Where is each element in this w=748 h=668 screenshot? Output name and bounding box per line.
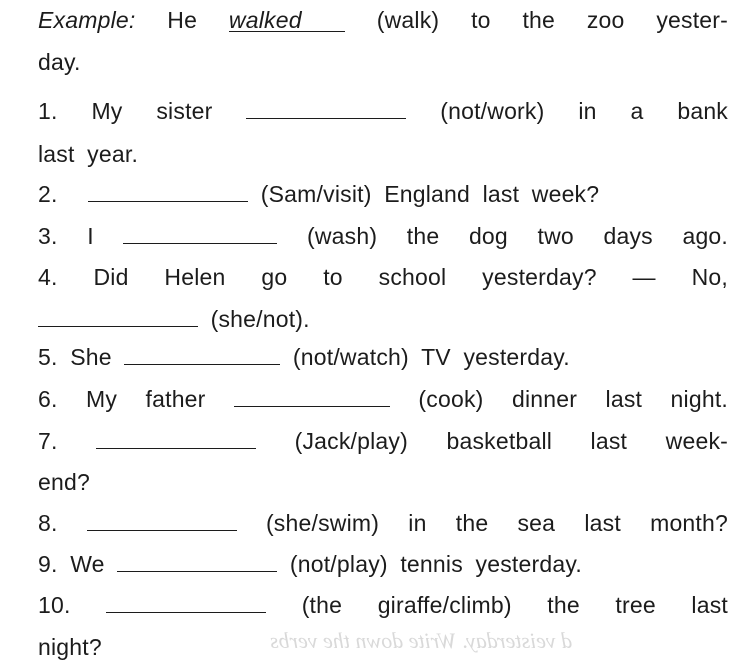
item-number: 10.	[38, 592, 71, 618]
item-10-continuation: night?	[38, 634, 102, 660]
item-text-before: My sister	[91, 98, 213, 124]
item-number: 2.	[38, 181, 58, 207]
item-number: 3.	[38, 223, 58, 249]
answer-blank[interactable]	[88, 181, 248, 202]
item-text-before: We	[70, 551, 105, 577]
item-text-before: My father	[86, 386, 206, 412]
item-verb-prompt: (she/swim)	[265, 510, 380, 536]
item-text-after: basketball last week-	[446, 428, 728, 454]
answer-blank[interactable]	[234, 386, 390, 407]
item-verb-prompt: (not/play)	[289, 551, 388, 577]
item-verb-prompt: (wash)	[306, 223, 378, 249]
item-number: 8.	[38, 510, 58, 536]
exercise-item-4	[38, 262, 728, 292]
answer-blank[interactable]	[38, 306, 198, 327]
exercise-item-9	[38, 549, 728, 579]
item-text-after: dinner last night.	[511, 386, 729, 412]
item-number: 5.	[38, 344, 58, 370]
exercise-item-10	[38, 590, 728, 620]
example-label: Example:	[38, 7, 136, 33]
item-verb-prompt: (the giraffe/climb)	[301, 592, 512, 618]
item-text-before: She	[70, 344, 112, 370]
item-number: 1.	[38, 98, 58, 124]
item-number: 6.	[38, 386, 58, 412]
answer-blank[interactable]	[117, 551, 277, 572]
item-1-continuation: last year.	[38, 141, 139, 167]
example-verb: (walk)	[376, 7, 440, 33]
example-line	[38, 5, 728, 35]
answer-blank[interactable]	[87, 510, 237, 531]
item-number: 4.	[38, 264, 58, 290]
item-text-after: in a bank	[578, 98, 729, 124]
exercise-item-6	[38, 384, 728, 414]
bleed-through-text: d veisterday. Write down the verbs	[270, 628, 573, 653]
answer-blank[interactable]	[96, 428, 256, 449]
exercise-item-2	[38, 179, 728, 209]
answer-blank[interactable]	[246, 98, 406, 119]
item-number: 9.	[38, 551, 58, 577]
item-text-after: England last week?	[384, 181, 600, 207]
item-4-continuation	[38, 304, 728, 334]
item-text-after: TV yesterday.	[421, 344, 570, 370]
item-verb-prompt: (not/work)	[440, 98, 545, 124]
example-continuation: day.	[38, 49, 81, 75]
item-text-after: in the sea last month?	[408, 510, 729, 536]
item-text-before: Did Helen go to school yesterday? — No,	[93, 264, 728, 290]
exercise-item-8	[38, 508, 728, 538]
exercise-item-1	[38, 96, 728, 126]
example-answer: walked	[229, 9, 345, 32]
example-rest: to the zoo yester-	[471, 7, 729, 33]
item-verb-prompt: (cook)	[418, 386, 484, 412]
exercise-item-5	[38, 342, 728, 372]
example-subject: He	[167, 7, 198, 33]
item-number: 7.	[38, 428, 58, 454]
item-text-before: I	[87, 223, 94, 249]
item-verb-prompt: (she/not).	[210, 306, 310, 332]
answer-blank[interactable]	[124, 344, 280, 365]
item-verb-prompt: (Sam/visit)	[260, 181, 372, 207]
exercise-item-3	[38, 221, 728, 251]
exercise-item-7	[38, 426, 728, 456]
item-text-after: the dog two days ago.	[406, 223, 729, 249]
answer-blank[interactable]	[106, 592, 266, 613]
item-text-after: the tree last	[547, 592, 729, 618]
answer-blank[interactable]	[123, 223, 277, 244]
item-7-continuation: end?	[38, 469, 90, 495]
item-verb-prompt: (not/watch)	[292, 344, 409, 370]
item-verb-prompt: (Jack/play)	[294, 428, 408, 454]
item-text-after: tennis yesterday.	[400, 551, 582, 577]
